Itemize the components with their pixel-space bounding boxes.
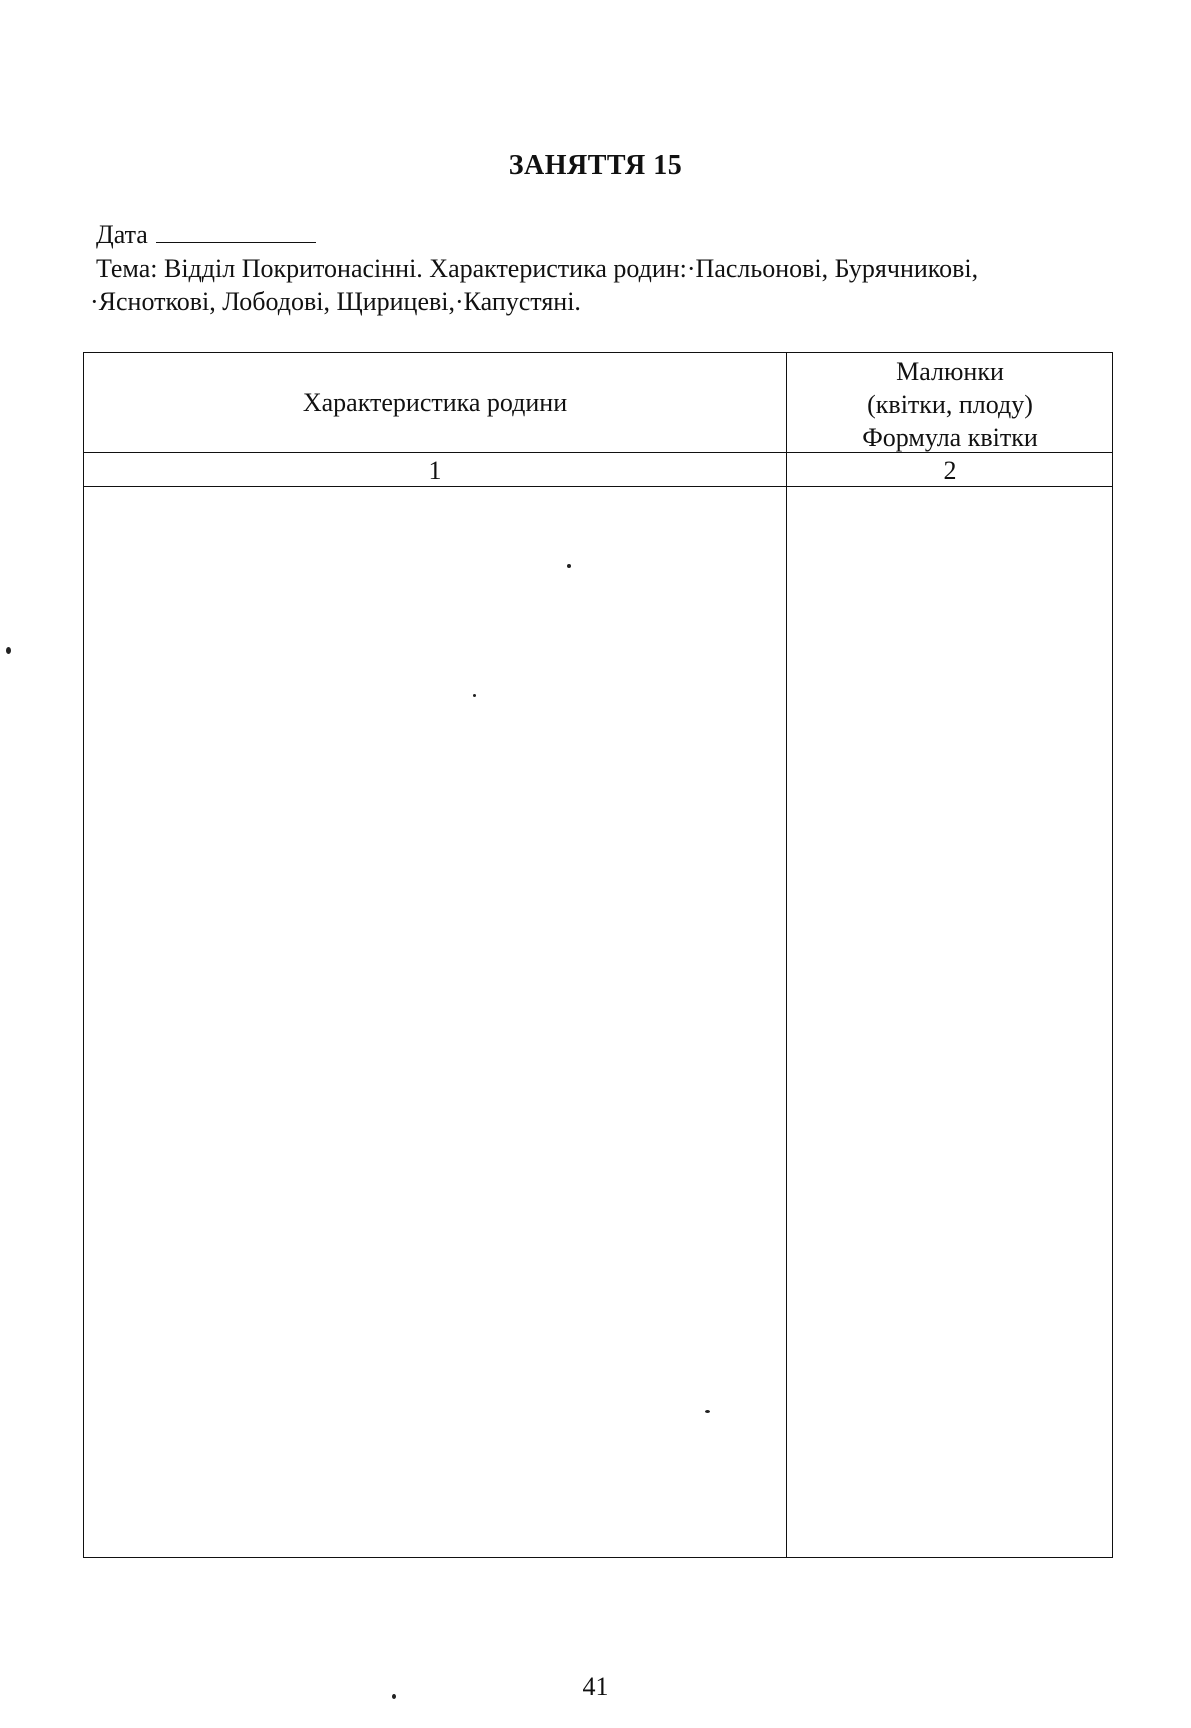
column-number-2: 2	[943, 456, 957, 485]
characteristics-answer-area[interactable]	[84, 488, 786, 1557]
column-header-characteristics: Характеристика родини	[302, 388, 568, 417]
column-number-1: 1	[428, 456, 442, 485]
scan-speck	[473, 694, 476, 697]
column-divider	[786, 353, 787, 1557]
page-number: 41	[582, 1672, 609, 1701]
worksheet-table	[83, 352, 1113, 1558]
scan-speck	[567, 564, 571, 568]
column-header-drawings: Малюнки (квітки, плоду) Формула квітки	[862, 357, 1038, 452]
lesson-topic	[90, 252, 1126, 318]
scan-speck	[6, 647, 11, 654]
scan-speck	[705, 1410, 710, 1413]
drawings-answer-area[interactable]	[788, 488, 1112, 1557]
topic-line-2: ·Ясноткові, Лободові, Щирицеві,·Капустяні.	[90, 287, 581, 316]
date-blank-line	[156, 220, 316, 243]
date-label: Дата	[96, 220, 148, 249]
date-field	[96, 220, 316, 250]
lesson-title: ЗАНЯТТЯ 15	[508, 150, 683, 181]
topic-line-1: Тема: Відділ Покритонасінні. Характеристика родин:·Пасльонові, Бурячникові,	[96, 254, 979, 283]
